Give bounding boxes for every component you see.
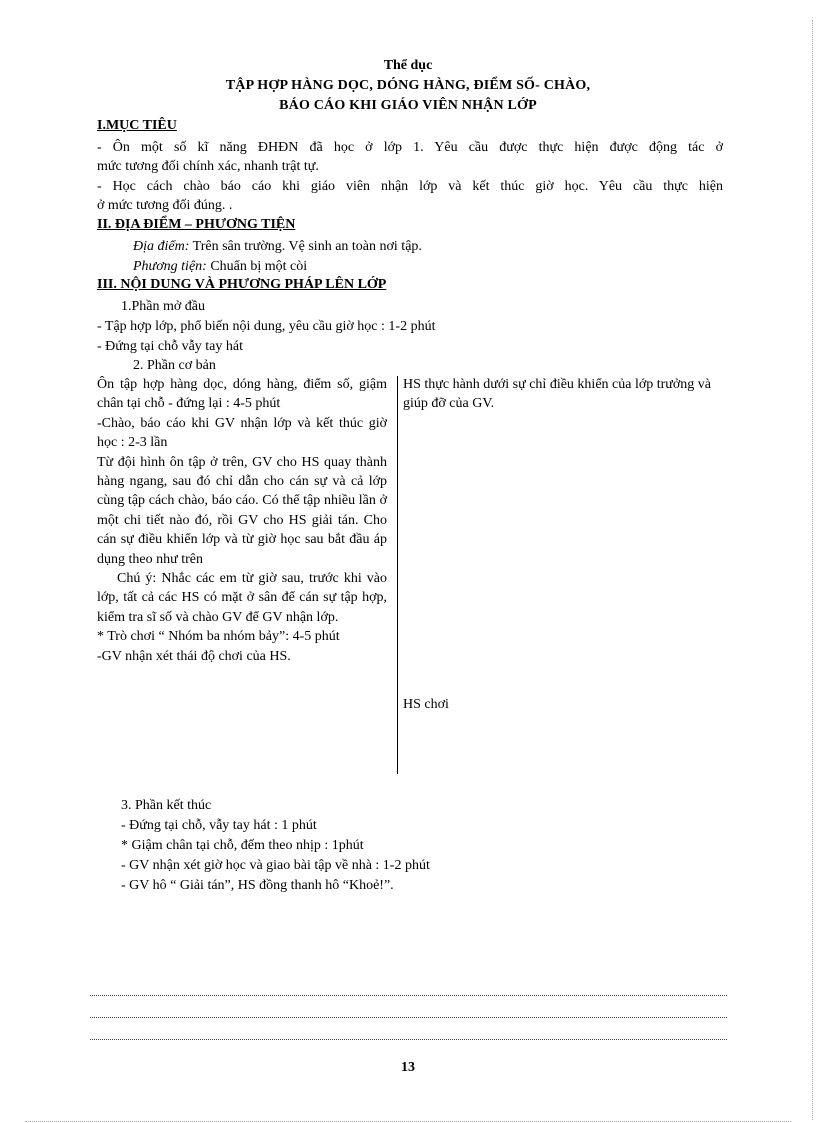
lesson-title-line1: TẬP HỢP HÀNG DỌC, DÓNG HÀNG, ĐIỂM SỐ- CHÀO, bbox=[225, 78, 591, 93]
part3-line2: * Giậm chân tại chỗ, đếm theo nhịp : 1phút bbox=[121, 838, 364, 853]
place-line bbox=[133, 237, 422, 256]
section3-heading: III. NỘI DUNG VÀ PHƯƠNG PHÁP LÊN LỚP bbox=[97, 277, 387, 292]
part3-title: 3. Phần kết thúc bbox=[121, 798, 212, 813]
part2-title: 2. Phần cơ bản bbox=[133, 358, 216, 373]
activity-p5: * Trò chơi “ Nhóm ba nhóm bảy”: 4-5 phút bbox=[97, 629, 340, 645]
means-label: Phương tiện: bbox=[133, 259, 207, 274]
lesson-title-line2: BÁO CÁO KHI GIÁO VIÊN NHẬN LỚP bbox=[279, 98, 537, 113]
page-border-bottom bbox=[25, 1121, 791, 1122]
subject-title: Thể dục bbox=[383, 58, 433, 73]
activity-p3: Từ đội hình ôn tập ở trên, GV cho HS quay thành hàng ngang, sau đó chỉ dẫn cho cán sự và cả lớp cùng tập cách chào, báo cáo. Có thể tập nhiều lần ở một chi tiết nào đó, rồi GV cho HS giải tán. Cho cán sự điều khiển lớp và từ giờ học sau bắt đầu áp dụng theo như trên bbox=[97, 454, 387, 567]
activity-p2: -Chào, báo cáo khi GV nhận lớp và kết thúc giờ học : 2-3 lần bbox=[97, 415, 387, 451]
part3-line1: - Đứng tại chỗ, vẫy tay hát : 1 phút bbox=[121, 818, 317, 833]
activity-column bbox=[97, 375, 387, 666]
page-border-right bbox=[812, 20, 813, 1120]
column-divider bbox=[397, 376, 398, 774]
means-value: Chuẩn bị một còi bbox=[206, 259, 308, 274]
objective-line4: ở mức tương đối đúng. . bbox=[97, 198, 233, 213]
method-r1: HS thực hành dưới sự chỉ điều khiển của lớp trưởng và giúp đỡ của GV. bbox=[403, 377, 712, 412]
section1-heading: I.MỤC TIÊU bbox=[97, 118, 177, 133]
method-column bbox=[403, 375, 725, 712]
objective-line3: - Học cách chào báo cáo khi giáo viên nhận lớp và kết thúc giờ học. Yêu cầu thực hiện bbox=[97, 179, 723, 194]
objective-line2: mức tương đối chính xác, nhanh trật tự. bbox=[97, 159, 319, 174]
part1-line2: - Đứng tại chỗ vẫy tay hát bbox=[97, 339, 243, 354]
part3-line4: - GV hô “ Giải tán”, HS đồng thanh hô “Khoẻ!”. bbox=[121, 878, 394, 893]
note-line bbox=[90, 1039, 727, 1040]
part3-line3: - GV nhận xét giờ học và giao bài tập về nhà : 1-2 phút bbox=[121, 858, 430, 873]
part1-title: 1.Phần mở đầu bbox=[121, 299, 206, 314]
page-number: 13 bbox=[401, 1060, 415, 1075]
objective-line1: - Ôn một số kĩ năng ĐHĐN đã học ở lớp 1. Yêu cầu được thực hiện được động tác ở bbox=[97, 140, 723, 155]
place-value: Trên sân trường. Vệ sinh an toàn nơi tập. bbox=[189, 239, 422, 254]
activity-p1: Ôn tập hợp hàng dọc, dóng hàng, điểm số, giậm chân tại chỗ - đứng lại : 4-5 phút bbox=[97, 377, 387, 412]
note-line bbox=[90, 1017, 727, 1018]
means-line bbox=[133, 257, 307, 276]
part1-line1: - Tập hợp lớp, phổ biến nội dung, yêu cầu giờ học : 1-2 phút bbox=[97, 319, 436, 334]
place-label: Địa điểm: bbox=[133, 239, 190, 254]
note-line bbox=[90, 995, 727, 996]
activity-p6: -GV nhận xét thái độ chơi của HS. bbox=[97, 648, 291, 664]
activity-p4: Chú ý: Nhắc các em từ giờ sau, trước khi vào lớp, tất cả các HS có mặt ở sân để cán sự tập hợp, kiểm tra sĩ số và chào GV để GV nhận lớp. bbox=[97, 571, 387, 625]
section2-heading: II. ĐỊA ĐIỂM – PHƯƠNG TIỆN bbox=[97, 217, 296, 232]
method-r2: HS chơi bbox=[403, 697, 449, 712]
